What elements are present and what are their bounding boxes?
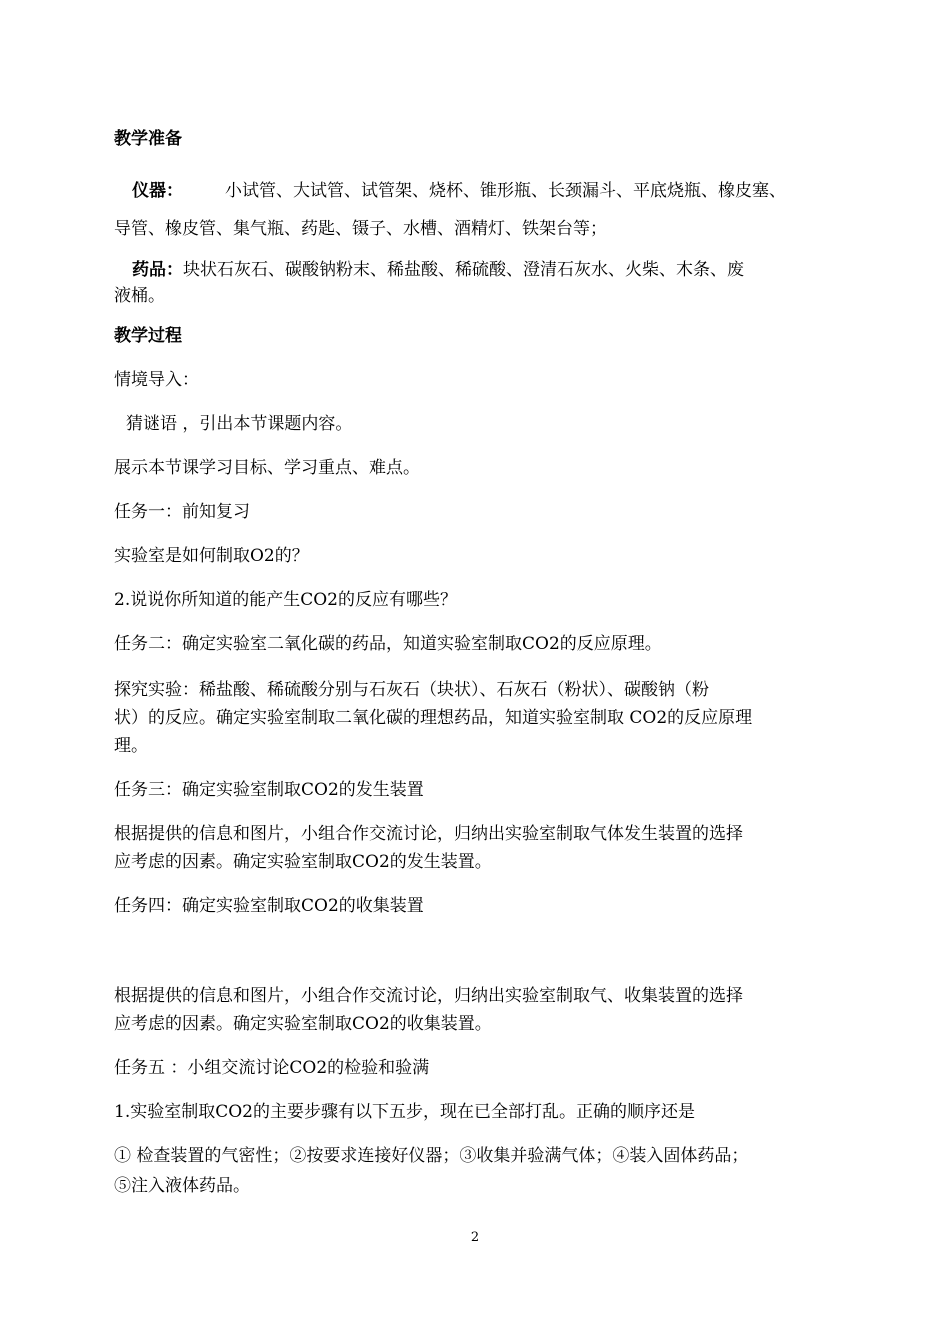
task5-steps-line-2: ⑤注入液体药品。	[114, 1176, 250, 1196]
task3-line-2: 应考虑的因素。确定实验室制取CO2的发生装置。	[114, 852, 492, 872]
task4-line-1: 根据提供的信息和图片，小组合作交流讨论，归纳出实验室制取气、收集装置的选择	[114, 986, 743, 1006]
objectives-line: 展示本节课学习目标、学习重点、难点。	[114, 458, 420, 478]
task2-line-1: 探究实验：稀盐酸、稀硫酸分别与石灰石（块状）、石灰石（粉状）、碳酸钠（粉	[114, 680, 709, 700]
section-heading-teaching-process: 教学过程	[114, 326, 182, 346]
reagents-text-1: 块状石灰石、碳酸钠粉末、稀盐酸、稀硫酸、澄清石灰水、火柴、木条、废	[183, 260, 744, 280]
task3-title: 任务三：确定实验室制取CO2的发生装置	[114, 780, 424, 800]
task5-question-1: 1.实验室制取CO2的主要步骤有以下五步，现在已全部打乱。正确的顺序还是	[114, 1102, 695, 1122]
intro-title: 情境导入：	[114, 370, 199, 390]
reagents-line-1	[114, 257, 850, 283]
instruments-text-1: 小试管、大试管、试管架、烧杯、锥形瓶、长颈漏斗、平底烧瓶、橡皮塞、	[225, 181, 786, 201]
section-heading-teaching-prep: 教学准备	[114, 129, 182, 149]
task5-steps-line-1: ① 检查装置的气密性；②按要求连接好仪器；③收集并验满气体；④装入固体药品；	[114, 1146, 749, 1166]
instruments-line-2: 导管、橡皮管、集气瓶、药匙、镊子、水槽、酒精灯、铁架台等；	[114, 219, 607, 239]
page-number: 2	[470, 1230, 480, 1245]
instruments-line-1	[114, 178, 850, 204]
task4-title: 任务四：确定实验室制取CO2的收集装置	[114, 896, 424, 916]
task3-line-1: 根据提供的信息和图片，小组合作交流讨论，归纳出实验室制取气体发生装置的选择	[114, 824, 743, 844]
riddle-line: 猜谜语 ，引出本节课题内容。	[126, 414, 353, 434]
task2-line-2: 状）的反应。确定实验室制取二氧化碳的理想药品，知道实验室制取 CO2的反应原理	[114, 708, 753, 728]
task1-question-1: 实验室是如何制取O2的？	[114, 546, 309, 566]
reagents-line-2: 液桶。	[114, 286, 165, 306]
task2-line-3: 理。	[114, 736, 148, 756]
task1-title: 任务一：前知复习	[114, 502, 250, 522]
task4-line-2: 应考虑的因素。确定实验室制取CO2的收集装置。	[114, 1014, 492, 1034]
task2-title: 任务二：确定实验室二氧化碳的药品，知道实验室制取CO2的反应原理。	[114, 634, 662, 654]
task1-question-2: 2.说说你所知道的能产生CO2的反应有哪些？	[114, 590, 457, 610]
instruments-label: 仪器：	[132, 181, 183, 201]
task5-title: 任务五 ：小组交流讨论CO2的检验和验满	[114, 1058, 430, 1078]
reagents-label: 药品：	[132, 260, 183, 280]
